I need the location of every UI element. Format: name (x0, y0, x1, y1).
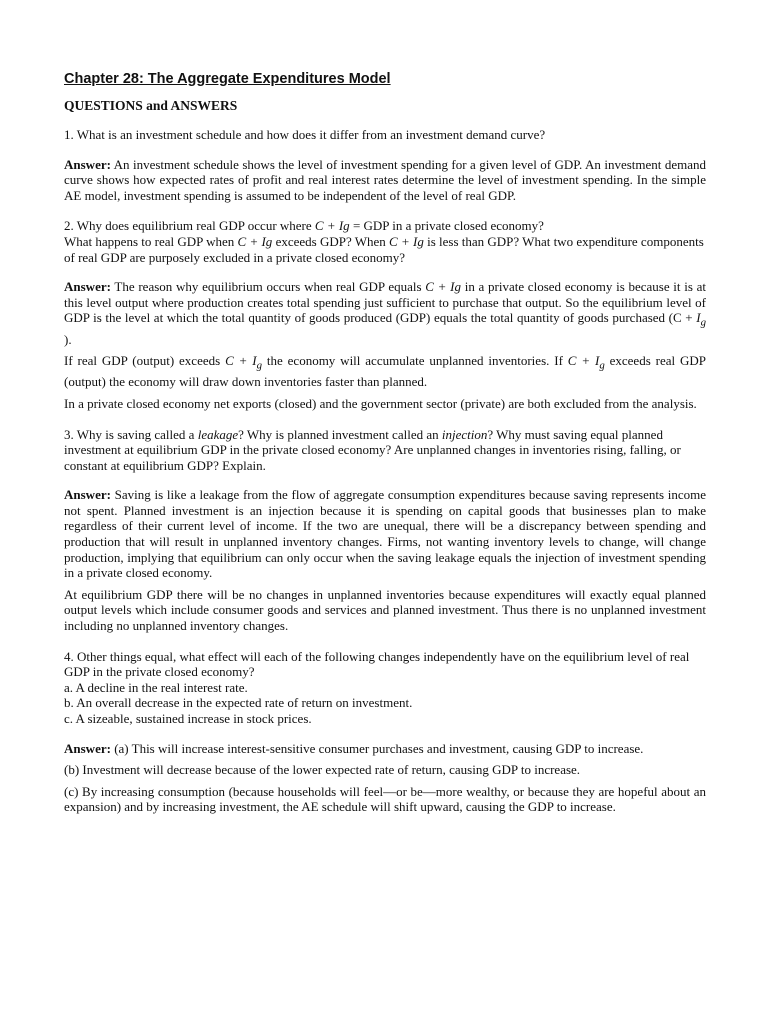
c-plus-ig: C + Ig (425, 279, 461, 295)
investment-symbol: I (252, 353, 257, 369)
answer-1-text: An investment schedule shows the level of investment spending for a given level of GDP. An investment demand curve shows how expected rates of profit and real interest rates determine the level of investment spending. In the simple AE model, investment spending is assumed to be independent of the level of real GDP. (64, 156, 706, 203)
question-3 (64, 427, 706, 474)
answer-label: Answer: (64, 487, 111, 503)
question-2 (64, 218, 706, 265)
answer-4a (64, 741, 706, 757)
answer-4a-text: (a) This will increase interest-sensitive consumer purchases and investment, causing GDP to increase. (114, 740, 644, 756)
answer-2-text: ). (64, 331, 72, 347)
investment-symbol: I (696, 310, 701, 326)
question-2-text: is less than GDP? What two expenditure components of real GDP are purposely excluded in a private closed economy? (64, 233, 704, 265)
answer-3-paragraph-2: At equilibrium GDP there will be no changes in unplanned inventories because expenditures will exactly equal planned output levels which include consumer goods and services and planned investment. Thus there is no unplanned investment including no unplanned inventory changes. (64, 586, 706, 634)
question-4-item-b: b. An overall decrease in the expected rate of return on investment. (64, 695, 413, 711)
question-4-item-c: c. A sizeable, sustained increase in stock prices. (64, 711, 312, 726)
question-2-text: = GDP in a private closed economy? (349, 218, 544, 234)
c-plus-ig: C + Ig (314, 218, 350, 234)
answer-1 (64, 157, 706, 204)
question-4-item-a: a. A decline in the real interest rate. (64, 679, 248, 695)
investment-subscript: g (599, 359, 605, 372)
question-2-text: 2. Why does equilibrium real GDP occur where (64, 218, 315, 234)
investment-subscript: g (700, 316, 706, 329)
term-injection: injection (441, 426, 488, 442)
answer-2-text: The reason why equilibrium occurs when real GDP equals (114, 279, 426, 295)
answer-2-text: exceeds real GDP (output) the economy will draw down inventories faster than planned. (64, 353, 706, 390)
question-2-text: exceeds GDP? When (272, 233, 390, 249)
chapter-title: Chapter 28: The Aggregate Expenditures Model (64, 71, 391, 87)
term-leakage: leakage (197, 426, 239, 442)
answer-label: Answer: (64, 156, 111, 172)
document-body (64, 70, 706, 821)
question-4 (64, 649, 706, 727)
c-plus: C + (225, 353, 253, 369)
answer-4b: (b) Investment will decrease because of the lower expected rate of return, causing GDP to increase. (64, 762, 581, 778)
question-3-text: ? Why must saving equal planned investment at equilibrium GDP in the private closed economy? Are unplanned changes in inventories rising, falling, or constant at equilibrium GDP? Explain. (64, 426, 681, 473)
investment-subscript: g (256, 359, 263, 372)
answer-2 (64, 279, 706, 347)
answer-4c: (c) By increasing consumption (because households will feel—or be—more wealthy, or because they are hopeful about an expansion) and by increasing investment, the AE schedule will shift upward, causing the GDP to increase. (64, 783, 706, 815)
answer-2-text: in a private closed economy is because it is at this level output where production creates total spending just sufficient to purchase that output. So the equilibrium level of GDP is the level at which the total quantity of goods produced (GDP) equals the total quantity of goods purchased (C + (64, 279, 707, 326)
answer-2-text: If real GDP (output) exceeds (64, 353, 226, 369)
question-3-text: ? Why is planned investment called an (238, 426, 442, 442)
c-plus-ig: C + Ig (389, 233, 424, 249)
investment-symbol: I (594, 353, 600, 369)
answer-3 (64, 487, 706, 581)
c-plus-ig: C + Ig (237, 233, 273, 249)
answer-2-paragraph-3: In a private closed economy net exports (closed) and the government sector (private) are both excluded from the analysis. (64, 395, 697, 411)
answer-3-text: Saving is like a leakage from the flow of aggregate consumption expenditures because saving represents income not spent. Planned investment is an injection because it is spending on capital goods that businesses plan to make regardless of their current level of income. If the two are unequal, there will be a discrepancy between spending and production that will result in unplanned inventory changes. Firms, not wanting inventory levels to change, will change production, implying that equilibrium can only occur when the saving leakage equals the injection of investment spending in a private closed economy. (64, 487, 707, 581)
question-3-text: 3. Why is saving called a (64, 426, 198, 442)
answer-2-paragraph-2 (64, 353, 706, 390)
question-1: 1. What is an investment schedule and how does it differ from an investment demand curve? (64, 127, 546, 142)
answer-label: Answer: (64, 740, 111, 756)
question-4-text: 4. Other things equal, what effect will each of the following changes independently have on the equilibrium level of real GDP in the private closed economy? (64, 648, 690, 680)
section-subtitle: QUESTIONS and ANSWERS (64, 98, 238, 113)
c-plus: C + (567, 353, 595, 369)
question-2-text: What happens to real GDP when (64, 233, 238, 249)
answer-label: Answer: (64, 279, 111, 295)
answer-2-text: the economy will accumulate unplanned inventories. If (262, 353, 568, 369)
